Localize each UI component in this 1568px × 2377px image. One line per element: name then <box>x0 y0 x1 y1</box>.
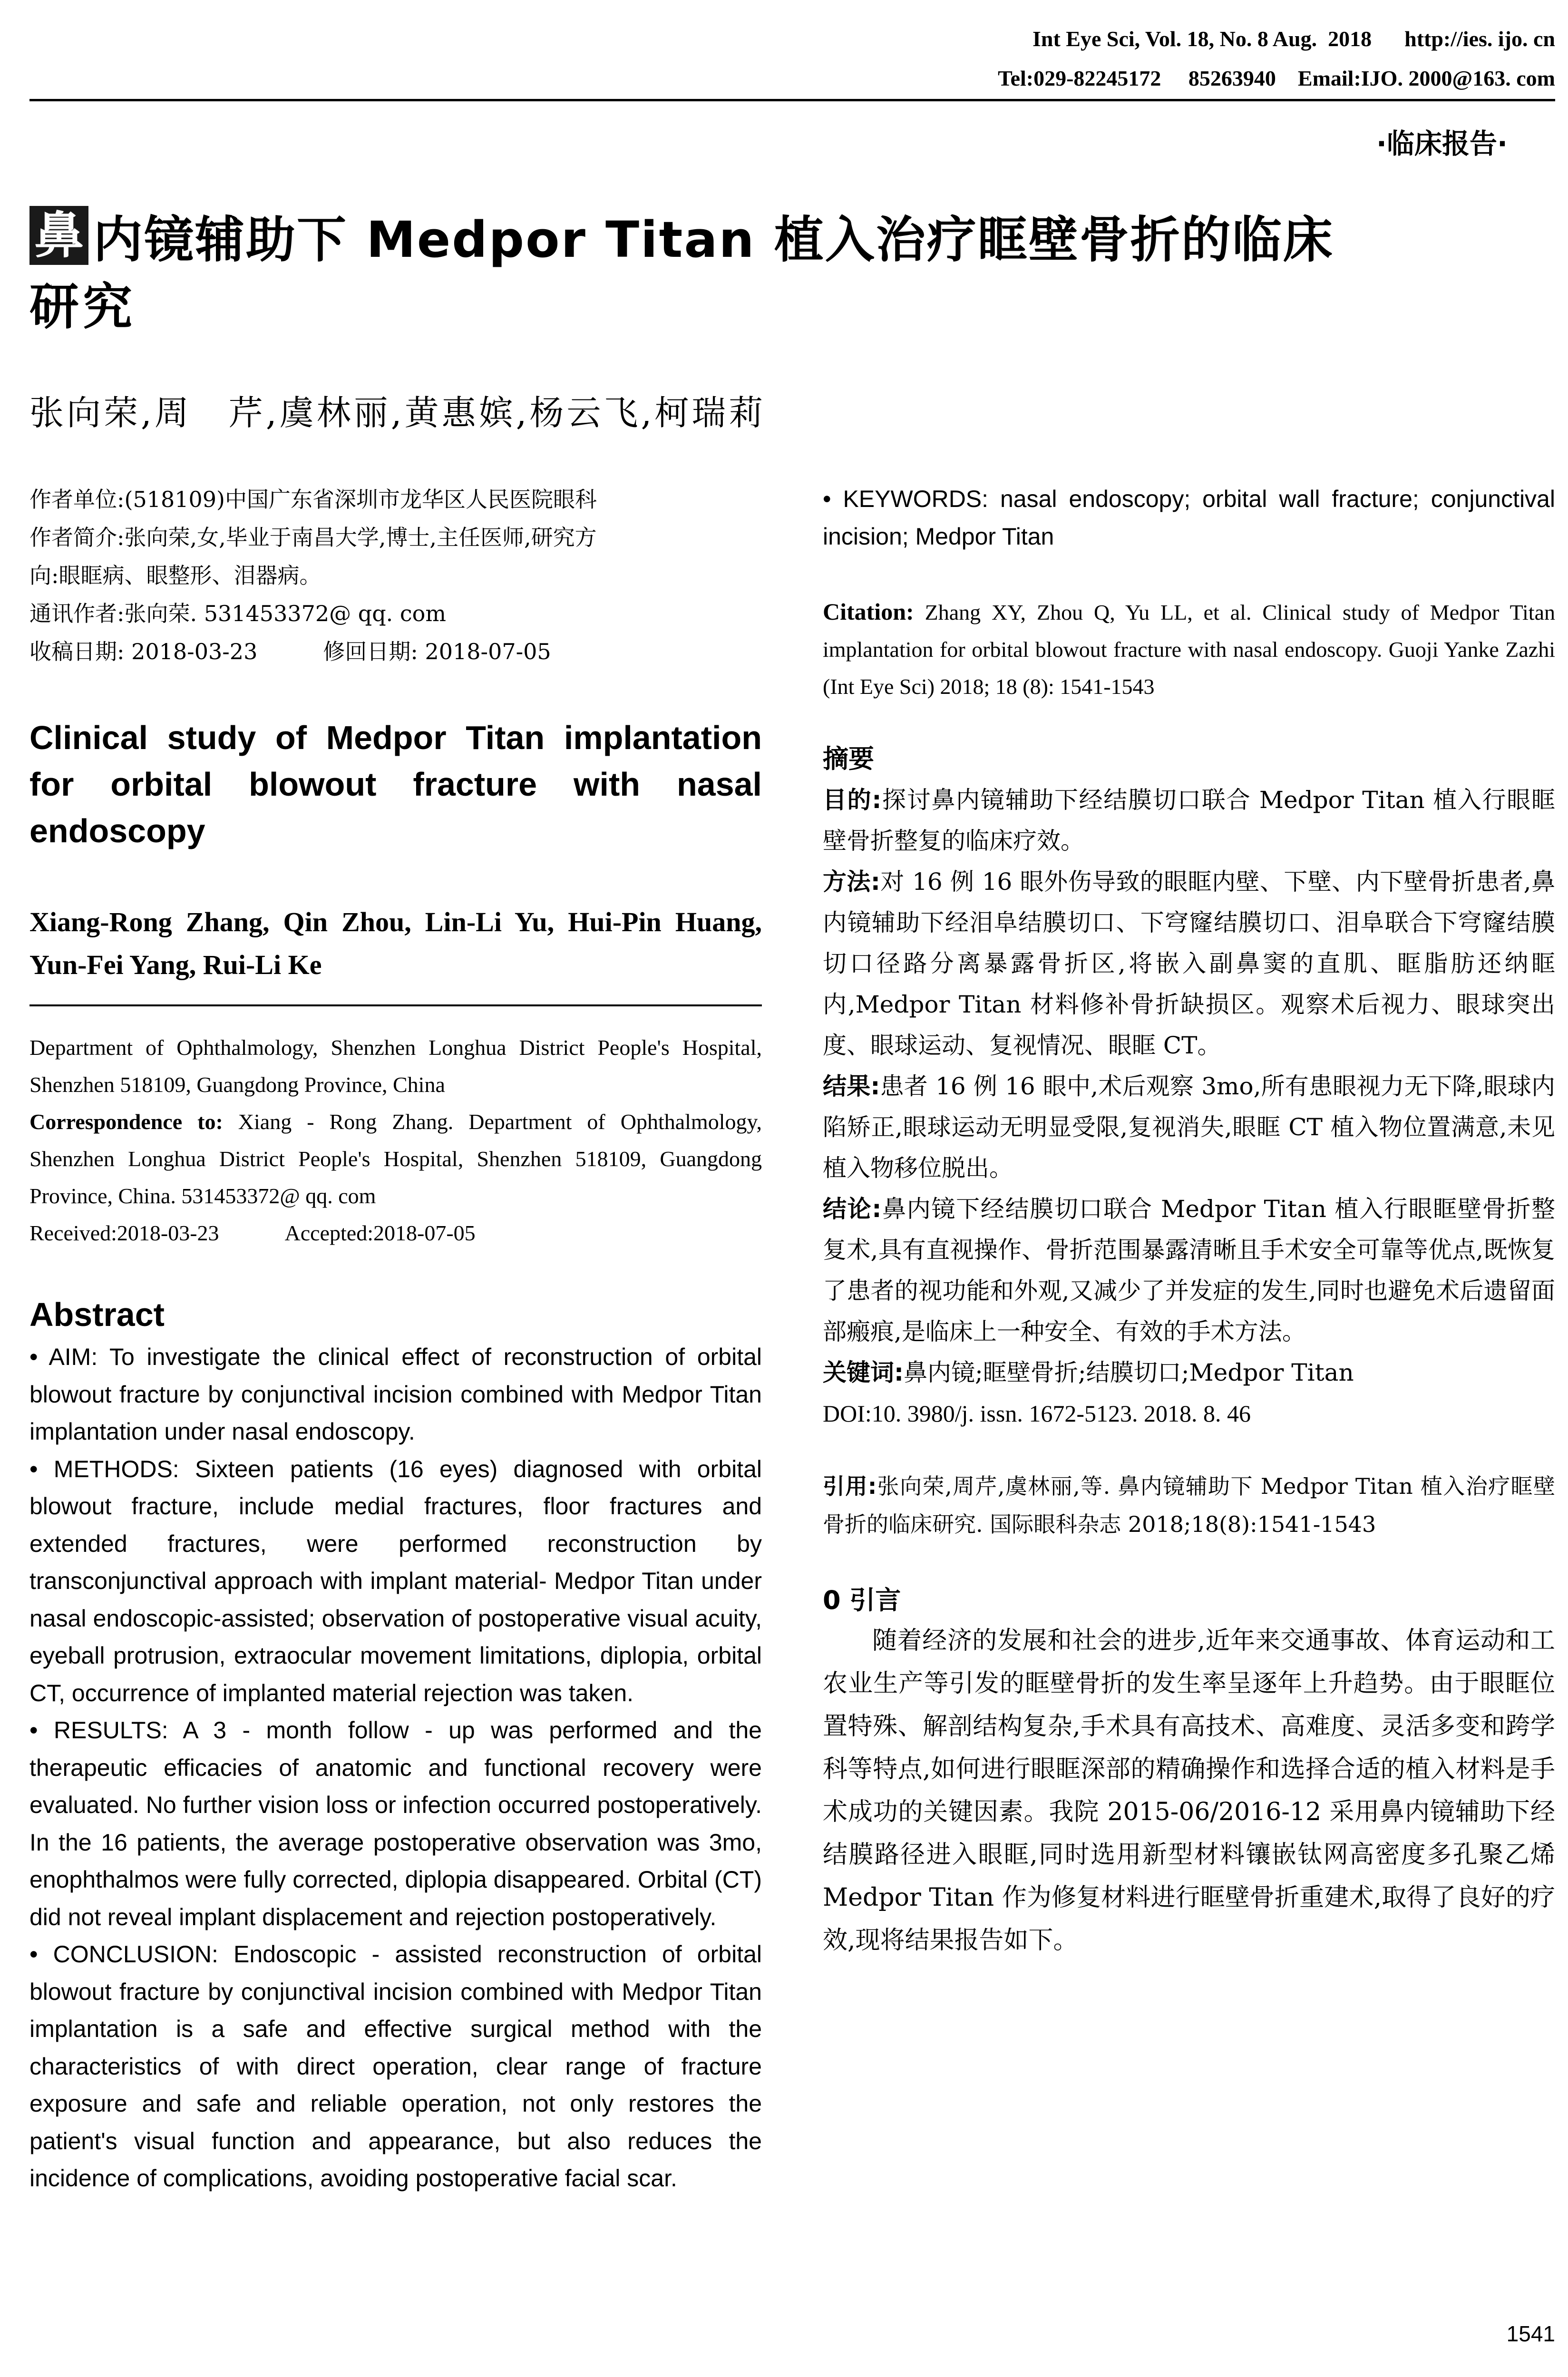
keywords-label: • KEYWORDS: <box>823 486 989 512</box>
cn-conclusion-label: 结论: <box>823 1195 882 1223</box>
cite-cn-label: 引用: <box>823 1473 877 1499</box>
citation-text: Zhang XY, Zhou Q, Yu LL, et al. Clinical study of Medpor Titan implantation for orbital blowout fracture with nasal endoscopy. Guoji Yanke Zazhi (Int Eye Sci) 2018; 18 (8): 1541-1543 <box>823 600 1555 699</box>
cn-conclusion <box>823 1188 1555 1352</box>
conclusion-text: Endoscopic - assisted reconstruction of orbital blowout fracture by conjunctival incision combined with Medpor Titan implantation is a safe and effective surgical method with the characteristics of with direct operation, clear range of fracture exposure and safe and reliable operation, not only restores the patient's visual function and appearance, but also reduces the incidence of complications, avoiding postoperative facial scar. <box>29 1941 762 2192</box>
abstract-cn <box>823 779 1555 1434</box>
citation-label: Citation: <box>823 598 914 625</box>
article-title <box>29 200 1556 342</box>
section-label: ·临床报告· <box>1376 127 1508 160</box>
correspondence <box>29 1103 762 1215</box>
keywords-text: nasal endoscopy; orbital wall fracture; conjunctival incision; Medpor Titan <box>823 486 1555 550</box>
cn-keywords-label: 关键词: <box>823 1359 904 1386</box>
title-line-1: 内镜辅助下 Medpor Titan 植入治疗眶壁骨折的临床 <box>93 211 1334 269</box>
aim-label: • AIM: <box>29 1344 98 1370</box>
correspondence-text: Xiang - Rong Zhang. Department of Ophthalmology, Shenzhen Longhua District People's Hospital, Shenzhen 518109, Guangdong Province, China. 531453372@ qq. com <box>29 1110 762 1208</box>
author-bio: 作者简介:张向荣,女,毕业于南昌大学,博士,主任医师,研究方 <box>29 525 597 550</box>
intro-heading: 0 引言 <box>823 1585 901 1615</box>
page-number: 1541 <box>1506 2321 1555 2346</box>
cn-conclusion-text: 鼻内镜下经结膜切口联合 Medpor Titan 植入行眼眶壁骨折整复术,具有直视操作、骨折范围暴露清晰且手术安全可靠等优点,既恢复了患者的视功能和外观,又减少了并发症的发生,同时也避免术后遗留面部瘢痕,是临床上一种安全、有效的手术方法。 <box>823 1195 1556 1345</box>
author-bio-cont: 向:眼眶病、眼整形、泪器病。 <box>29 563 321 588</box>
abstract-en <box>29 1338 762 2197</box>
aim-text: To investigate the clinical effect of reconstruction of orbital blowout fracture by conjunctival incision combined with Medpor Titan implantation under nasal endoscopy. <box>29 1344 762 1445</box>
cn-results-text: 患者 16 例 16 眼中,术后观察 3mo,所有患眼视力无下降,眼球内陷矫正,眼球运动无明显受限,复视消失,眼眶 CT 植入物位置满意,未见植入物移位脱出。 <box>823 1072 1555 1182</box>
cn-aim-text: 探讨鼻内镜辅助下经结膜切口联合 Medpor Titan 植入行眼眶壁骨折整复的临床疗效。 <box>823 786 1556 855</box>
methods-label: • METHODS: <box>29 1455 179 1482</box>
english-authors: Xiang-Rong Zhang, Qin Zhou, Lin-Li Yu, Hui-Pin Huang, Yun-Fei Yang, Rui-Li Ke <box>29 906 762 980</box>
cn-methods-label: 方法: <box>823 868 880 896</box>
results-text: A 3 - month follow - up was performed and the therapeutic efficacies of anatomic and functional recovery were evaluated. No further vision loss or infection occurred postoperatively. In the 16 patients, the average postoperative observation was 3mo, enophthalmos were fully corrected, diplopia disappeared. Orbital (CT) did not reveal implant displacement and rejection postoperatively. <box>29 1717 762 1930</box>
citation-en <box>823 593 1555 705</box>
right-column <box>823 480 1555 1962</box>
cn-keywords <box>823 1352 1555 1393</box>
abstract-keywords <box>823 480 1555 555</box>
methods-text: Sixteen patients (16 eyes) diagnosed with orbital blowout fracture, include medial fractures, floor fractures and extended fractures, were performed reconstruction by transconjunctival approach with implant material- Medpor Titan under nasal endoscopic-assisted; observation of postoperative visual acuity, eyeball protrusion, extraocular movement limitations, diplopia, orbital CT, occurrence of implanted material rejection was taken. <box>29 1455 762 1706</box>
results-label: • RESULTS: <box>29 1717 168 1744</box>
cn-aim-label: 目的: <box>823 786 882 814</box>
abstract-cn-heading: 摘要 <box>823 744 874 774</box>
abstract-methods <box>29 1451 762 1712</box>
abstract-results <box>29 1712 762 1936</box>
cn-aim <box>823 779 1555 861</box>
intro-text: 随着经济的发展和社会的进步,近年来交通事故、体育运动和工农业生产等引发的眶壁骨折的发生率呈逐年上升趋势。由于眼眶位置特殊、解剖结构复杂,手术具有高技术、高难度、灵活多变和跨学科等特点,如何进行眼眶深部的精确操作和选择合适的植入材料是手术成功的关键因素。我院 2015-06/2016-12 采用鼻内镜辅助下经结膜路径进入眼眶,同时选用新型材料镶嵌钛网高密度多孔聚乙烯 Medpor Titan 作为修复材料进行眶壁骨折重建术,取得了良好的疗效,现将结果报告如下。 <box>823 1627 1555 1955</box>
affiliation <box>29 1029 762 1252</box>
cn-keywords-text: 鼻内镜;眶壁骨折;结膜切口;Medpor Titan <box>904 1359 1354 1386</box>
correspondence-label: Correspondence to: <box>29 1110 223 1134</box>
cn-results-label: 结果: <box>823 1072 880 1100</box>
department: Department of Ophthalmology, Shenzhen Longhua District People's Hospital, Shenzhen 518109, Guangdong Province, China <box>29 1035 762 1097</box>
abstract-conclusion-start <box>29 1936 762 2197</box>
keywords-en <box>823 480 1555 555</box>
corresponding-author: 通讯作者:张向荣. 531453372@ qq. com <box>29 601 446 626</box>
title-drop-cap: 鼻 <box>29 206 88 265</box>
doi: DOI:10. 3980/j. issn. 1672-5123. 2018. 8. 46 <box>823 1400 1251 1427</box>
abstract-aim <box>29 1338 762 1451</box>
title-line-2: 研究 <box>29 278 136 336</box>
received-accepted: Received:2018-03-23 Accepted:2018-07-05 <box>29 1221 476 1245</box>
journal-info-line: Int Eye Sci, Vol. 18, No. 8 Aug. 2018 http://ies. ijo. cn <box>1032 27 1555 51</box>
cn-methods <box>823 861 1555 1066</box>
authors-cn: 张向荣,周 芹,虞林丽,黄惠嫔,杨云飞,柯瑞莉 <box>29 393 766 433</box>
cite-cn <box>823 1467 1555 1543</box>
dates-cn: 收稿日期: 2018-03-23 修回日期: 2018-07-05 <box>29 639 551 664</box>
author-info-cn <box>29 480 762 671</box>
header-rule <box>29 99 1555 101</box>
authors-divider <box>29 1004 762 1006</box>
cn-methods-text: 对 16 例 16 眼外伤导致的眼眶内壁、下壁、内下壁骨折患者,鼻内镜辅助下经泪阜结膜切口、下穹窿结膜切口、泪阜联合下穹窿结膜切口径路分离暴露骨折区,将嵌入副鼻窦的直肌、眶脂肪还纳眶内,Medpor Titan 材料修补骨折缺损区。观察术后视力、眼球突出度、眼球运动、复视情况、眼眶 CT。 <box>823 868 1555 1059</box>
conclusion-label: • CONCLUSION: <box>29 1941 218 1968</box>
abstract-heading: Abstract <box>29 1296 165 1333</box>
english-title: Clinical study of Medpor Titan implantation for orbital blowout fracture with nasal endoscopy <box>29 719 762 849</box>
cn-results <box>823 1066 1555 1188</box>
journal-contact-line: Tel:029-82245172 85263940 Email:IJO. 2000@163. com <box>998 66 1555 90</box>
cite-cn-text: 张向荣,周芹,虞林丽,等. 鼻内镜辅助下 Medpor Titan 植入治疗眶壁骨折的临床研究. 国际眼科杂志 2018;18(8):1541-1543 <box>823 1473 1555 1537</box>
left-column <box>29 480 762 2197</box>
author-unit: 作者单位:(518109)中国广东省深圳市龙华区人民医院眼科 <box>29 487 597 512</box>
